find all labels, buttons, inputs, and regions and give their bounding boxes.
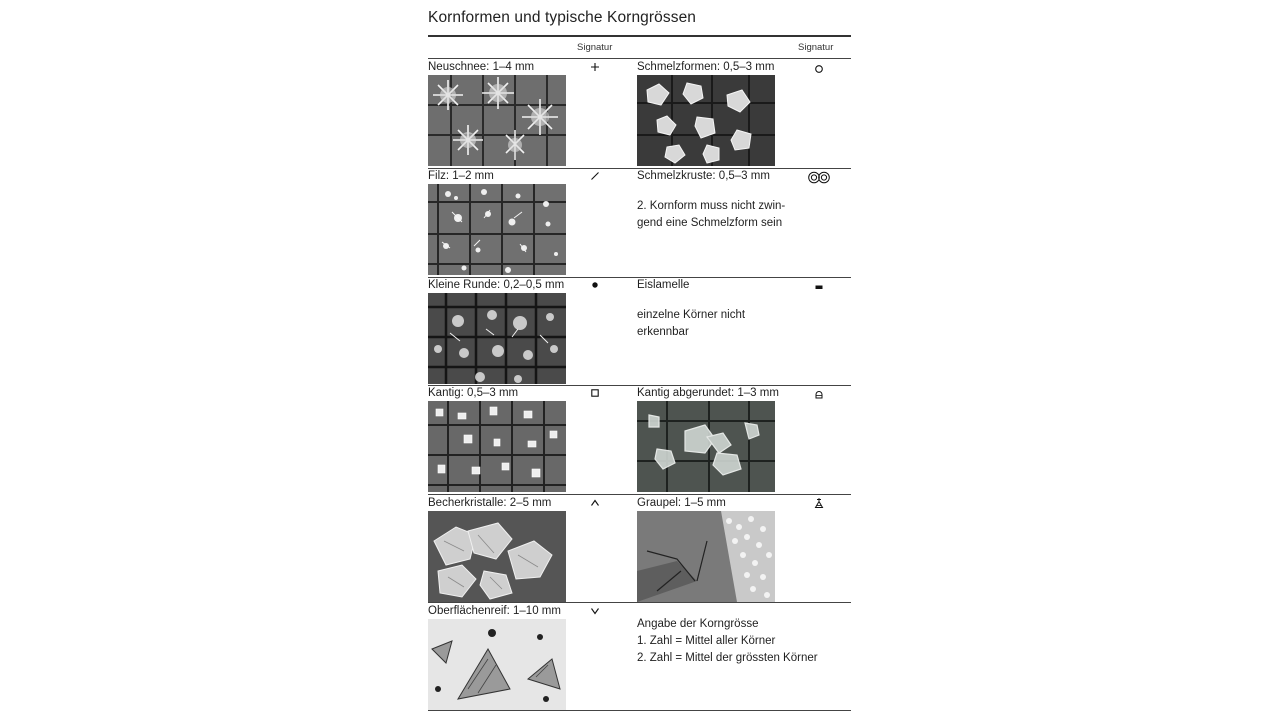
note-line: gend eine Schmelzform sein <box>637 217 783 229</box>
square-symbol-icon <box>588 386 602 400</box>
signatur-header-right: Signatur <box>798 42 834 53</box>
title-rule <box>428 35 851 37</box>
row-label: Becherkristalle: 2–5 mm <box>428 497 552 509</box>
note-line: 1. Zahl = Mittel aller Körner <box>637 635 776 647</box>
note-line: 2. Kornform muss nicht zwin- <box>637 200 786 212</box>
row-label: Kleine Runde: 0,2–0,5 mm <box>428 279 565 291</box>
caret-down-symbol-icon <box>588 604 602 618</box>
dot-symbol-icon <box>588 278 602 292</box>
neuschnee-photo <box>428 75 566 166</box>
table-row <box>428 602 851 710</box>
row-label: Neuschnee: 1–4 mm <box>428 61 535 73</box>
table-row <box>428 59 851 168</box>
kleine-runde-photo <box>428 293 566 384</box>
rounded-square-symbol-icon <box>812 388 826 402</box>
signatur-header-left: Signatur <box>577 42 613 53</box>
row-label: Schmelzkruste: 0,5–3 mm <box>637 170 770 182</box>
table-row <box>428 494 851 602</box>
bottom-rule <box>428 710 851 711</box>
dash-symbol-icon <box>812 280 826 294</box>
filz-photo <box>428 184 566 275</box>
row-label: Eislamelle <box>637 279 690 291</box>
row-label: Kantig abgerundet: 1–3 mm <box>637 387 779 399</box>
graupel-photo <box>637 511 775 602</box>
table-row <box>428 277 851 385</box>
table-row <box>428 385 851 494</box>
page-title: Kornformen und typische Korngrössen <box>428 9 697 26</box>
note-line: Angabe der Korngrösse <box>637 618 759 630</box>
oberflaechenreif-photo <box>428 619 566 710</box>
note-line: erkennbar <box>637 326 689 338</box>
caret-up-symbol-icon <box>588 496 602 510</box>
row-label: Kantig: 0,5–3 mm <box>428 387 519 399</box>
row-label: Oberflächenreif: 1–10 mm <box>428 605 561 617</box>
row-label: Filz: 1–2 mm <box>428 170 494 182</box>
plus-symbol-icon <box>588 60 602 74</box>
note-line: einzelne Körner nicht <box>637 309 746 321</box>
schmelzformen-photo <box>637 75 775 166</box>
double-circle-symbol-icon <box>806 170 832 184</box>
slash-symbol-icon <box>588 169 602 183</box>
becherkristalle-photo <box>428 511 566 602</box>
kantig-photo <box>428 401 566 492</box>
row-label: Graupel: 1–5 mm <box>637 497 726 509</box>
kantig-abgerundet-photo <box>637 401 775 492</box>
note-line: 2. Zahl = Mittel der grössten Körner <box>637 652 818 664</box>
circle-symbol-icon <box>812 62 826 76</box>
graupel-symbol-icon <box>812 496 826 510</box>
row-label: Schmelzformen: 0,5–3 mm <box>637 61 775 73</box>
table-row <box>428 168 851 277</box>
grain-shapes-table <box>428 0 851 720</box>
